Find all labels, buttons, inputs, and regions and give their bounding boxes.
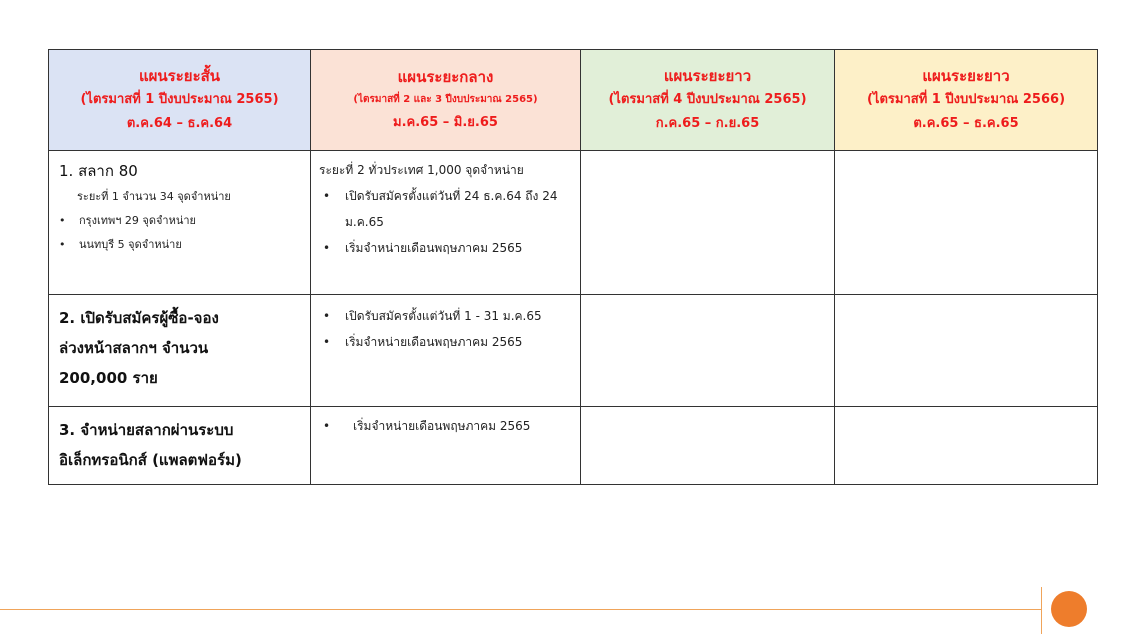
header-title: แผนระยะยาว: [922, 67, 1010, 85]
header-quarter: (ไตรมาสที่ 1 ปีงบประมาณ 2566): [866, 92, 1066, 107]
list-item: [59, 233, 302, 257]
list-item: [319, 303, 572, 329]
list-item-text: นนทบุรี 5 จุดจำหน่าย: [79, 238, 182, 251]
header-quarter: (ไตรมาสที่ 2 และ 3 ปีงบประมาณ 2565): [353, 94, 538, 105]
row-item-subtitle: ระยะที่ 1 จำนวน 34 จุดจำหน่าย: [77, 190, 231, 203]
table-row: [49, 407, 1098, 485]
bullet-icon: •: [323, 309, 331, 323]
header-date-range: ก.ค.65 – ก.ย.65: [655, 116, 760, 131]
header-date-range: ม.ค.65 – มิ.ย.65: [393, 115, 498, 130]
row2-col4-cell: [835, 295, 1098, 407]
row-item-line: ล่วงหน้าสลากฯ จำนวน: [59, 339, 209, 357]
header-title: แผนระยะกลาง: [397, 68, 494, 86]
header-mid-term: [311, 50, 581, 151]
bullet-icon: •: [59, 238, 66, 251]
list-item-text: เริ่มจำหน่ายเดือนพฤษภาคม 2565: [345, 241, 523, 255]
footer-divider-line: [0, 609, 1042, 610]
bullet-icon: •: [323, 241, 331, 255]
row-item-line: 2. เปิดรับสมัครผู้ซื้อ-จอง: [59, 309, 219, 327]
row-item-line: 3. จำหน่ายสลากผ่านระบบ: [59, 421, 234, 439]
footer-vertical-divider: [1041, 587, 1042, 634]
row2-col1-cell: [49, 295, 311, 407]
row2-col3-cell: [581, 295, 835, 407]
row1-col2-cell: [311, 151, 581, 295]
row2-col2-cell: [311, 295, 581, 407]
bullet-icon: •: [323, 335, 331, 349]
footer-circle-icon: [1051, 591, 1087, 627]
row-item-line: 200,000 ราย: [59, 369, 158, 387]
row1-col1-cell: [49, 151, 311, 295]
bullet-icon: •: [323, 419, 331, 433]
row-item-title: 1. สลาก 80: [59, 162, 138, 180]
row1-col3-cell: [581, 151, 835, 295]
list-item: [59, 209, 302, 233]
header-long-term-2566: [835, 50, 1098, 151]
header-short-term: [49, 50, 311, 151]
table-row: [49, 295, 1098, 407]
header-row: [49, 50, 1098, 151]
header-date-range: ต.ค.64 – ธ.ค.64: [126, 116, 233, 131]
list-item-text: เปิดรับสมัครตั้งแต่วันที่ 24 ธ.ค.64 ถึง 24 ม.ค.65: [345, 189, 558, 229]
header-long-term-2565: [581, 50, 835, 151]
list-item-text: เปิดรับสมัครตั้งแต่วันที่ 1 - 31 ม.ค.65: [345, 309, 542, 323]
header-date-range: ต.ค.65 – ธ.ค.65: [913, 116, 1019, 131]
row-lead-text: ระยะที่ 2 ทั่วประเทศ 1,000 จุดจำหน่าย: [319, 163, 524, 177]
bullet-icon: •: [59, 214, 66, 227]
header-quarter: (ไตรมาสที่ 1 ปีงบประมาณ 2565): [80, 92, 279, 107]
list-item-text: เริ่มจำหน่ายเดือนพฤษภาคม 2565: [353, 419, 531, 433]
list-item-text: เริ่มจำหน่ายเดือนพฤษภาคม 2565: [345, 335, 523, 349]
list-item: [319, 413, 572, 439]
header-title: แผนระยะสั้น: [138, 67, 221, 85]
list-item: [319, 235, 572, 261]
header-title: แผนระยะยาว: [663, 67, 752, 85]
row3-col1-cell: [49, 407, 311, 485]
bullet-icon: •: [323, 189, 331, 203]
plan-table: [48, 49, 1098, 485]
row1-col4-cell: [835, 151, 1098, 295]
header-quarter: (ไตรมาสที่ 4 ปีงบประมาณ 2565): [608, 92, 807, 107]
row3-col2-cell: [311, 407, 581, 485]
list-item: [319, 183, 572, 235]
row3-col4-cell: [835, 407, 1098, 485]
row3-col3-cell: [581, 407, 835, 485]
row-item-line: อิเล็กทรอนิกส์ (แพลตฟอร์ม): [59, 451, 242, 469]
list-item-text: กรุงเทพฯ 29 จุดจำหน่าย: [79, 214, 196, 227]
list-item: [319, 329, 572, 355]
table-row: [49, 151, 1098, 295]
